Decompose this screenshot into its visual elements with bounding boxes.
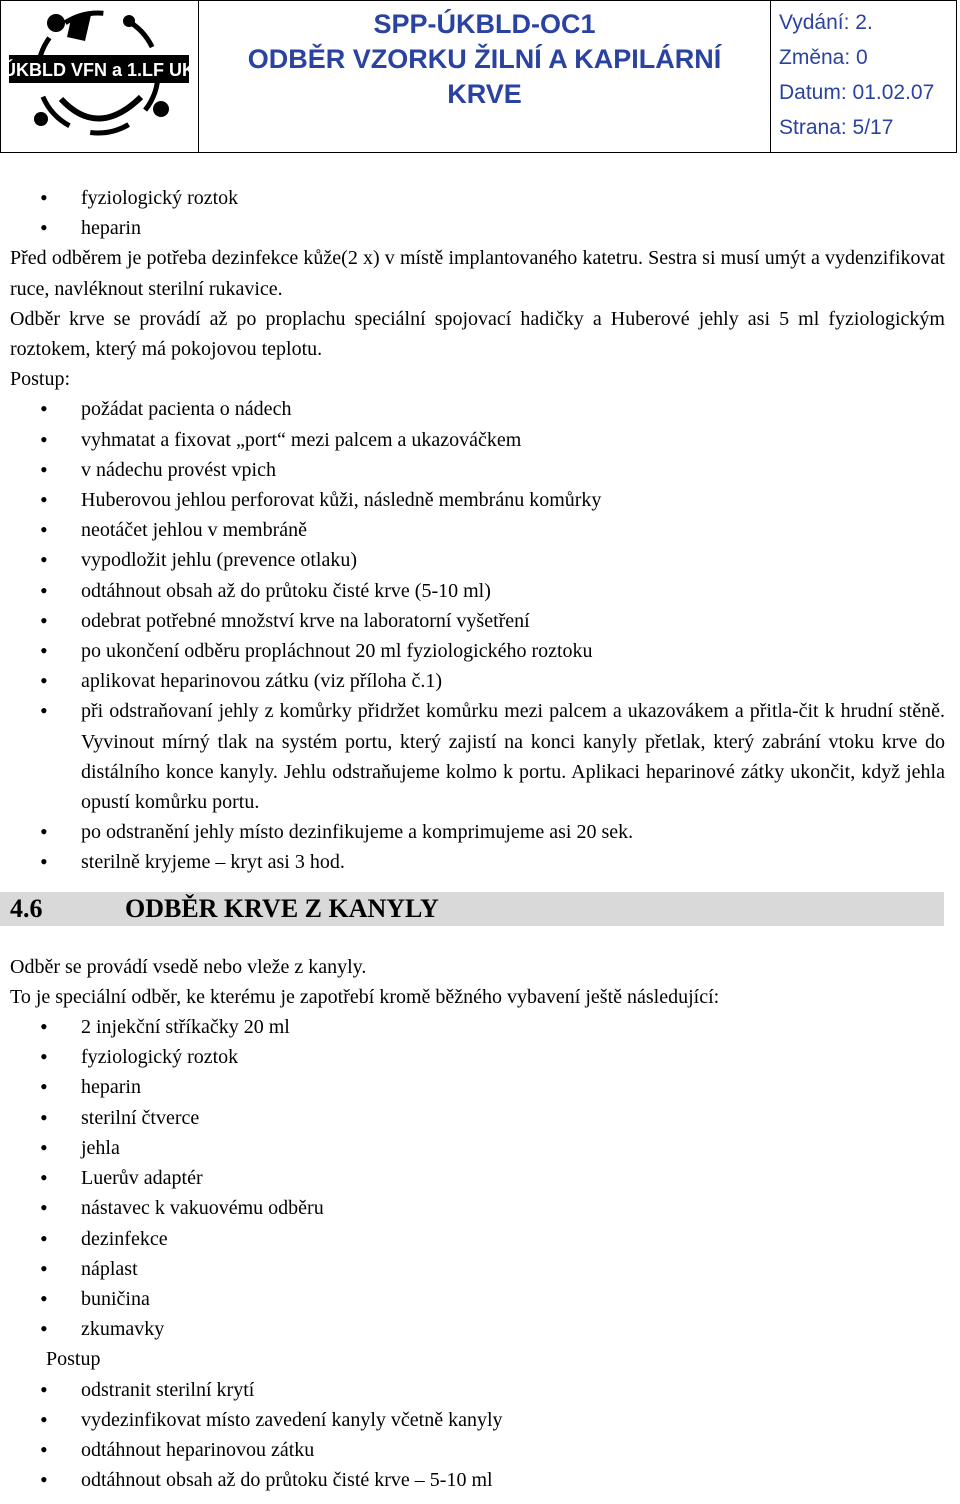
list-item: • heparin bbox=[10, 1072, 945, 1102]
institution-logo bbox=[1, 1, 197, 152]
procedure-label-2: Postup bbox=[46, 1348, 101, 1371]
list-item: • aplikovat heparinovou zátku (viz příloha č.1) bbox=[10, 666, 945, 696]
paragraph-position: Odběr se provádí vsedě nebo vleže z kanyly. bbox=[10, 955, 367, 978]
list-item: • sterilní čtverce bbox=[10, 1103, 945, 1133]
list-item: • odebrat potřebné množství krve na laboratorní vyšetření bbox=[10, 606, 945, 636]
list-item: • odtáhnout obsah až do průtoku čisté krve – 5-10 ml bbox=[10, 1465, 945, 1495]
list-item: • odtáhnout obsah až do průtoku čisté krve (5-10 ml) bbox=[10, 576, 945, 606]
list-item: • při odstraňovaní jehly z komůrky přidržet komůrku mezi palcem a ukazovákem a přitla-čit k hrudní stěně. Vyvinout mírný tlak na systém portu, který zajistí na konci kanyly přetlak, který zabrání vtoku krve do distálního konce kanyly. Jehlu odstraňujeme kolmo k portu. Aplikaci heparinové zátky ukončit, když jehla opustí komůrku portu. bbox=[10, 696, 945, 817]
list-item: • heparin bbox=[10, 213, 945, 243]
list-item: • nástavec k vakuovému odběru bbox=[10, 1193, 945, 1223]
document-header bbox=[0, 0, 957, 153]
list-item: • zkumavky bbox=[10, 1314, 945, 1344]
list-item: • v nádechu provést vpich bbox=[10, 455, 945, 485]
list-item: • Huberovou jehlou perforovat kůži, následně membránu komůrky bbox=[10, 485, 945, 515]
list-item: • jehla bbox=[10, 1133, 945, 1163]
paragraph-equipment-intro: To je speciální odběr, ke kterému je zapotřebí kromě běžného vybavení ještě následující: bbox=[10, 985, 720, 1008]
section-heading bbox=[0, 892, 944, 926]
section-title: ODBĚR KRVE Z KANYLY bbox=[125, 893, 439, 923]
list-item: • po odstranění jehly místo dezinfikujeme a komprimujeme asi 20 sek. bbox=[10, 817, 945, 847]
list-item: • Luerův adaptér bbox=[10, 1163, 945, 1193]
logo-text: ÚKBLD VFN a 1.LF UK bbox=[2, 60, 196, 80]
list-item: • vyhmatat a fixovat „port“ mezi palcem a ukazováčkem bbox=[10, 425, 945, 455]
document-meta-cell bbox=[771, 1, 956, 152]
top-list bbox=[10, 183, 945, 243]
document-body bbox=[10, 183, 945, 1495]
issue-number: Vydání: 2. bbox=[779, 11, 873, 34]
list-item: • vydezinfikovat místo zavedení kanyly včetně kanyly bbox=[10, 1405, 945, 1435]
procedure-label: Postup: bbox=[10, 368, 71, 391]
list-item: • po ukončení odběru propláchnout 20 ml fyziologického roztoku bbox=[10, 636, 945, 666]
paragraph-disinfection: Před odběrem je potřeba dezinfekce kůže(2 x) v místě implantovaného katetru. Sestra si musí umýt a vydenzifikovat ruce, navléknout sterilní rukavice. bbox=[10, 247, 945, 300]
document-code: SPP-ÚKBLD-OC1 bbox=[373, 9, 596, 39]
procedure-list-2 bbox=[10, 1375, 945, 1496]
list-item: • 2 injekční stříkačky 20 ml bbox=[10, 1012, 945, 1042]
list-item: • vypodložit jehlu (prevence otlaku) bbox=[10, 545, 945, 575]
issue-date: Datum: 01.02.07 bbox=[779, 81, 935, 104]
list-item: • požádat pacienta o nádech bbox=[10, 394, 945, 424]
document-title-cell bbox=[199, 1, 771, 152]
list-item: • neotáčet jehlou v membráně bbox=[10, 515, 945, 545]
page-number: Strana: 5/17 bbox=[779, 116, 894, 139]
document-title-line1: ODBĚR VZORKU ŽILNÍ A KAPILÁRNÍ bbox=[247, 44, 722, 74]
document-title-line2: KRVE bbox=[447, 79, 522, 109]
list-item: • fyziologický roztok bbox=[10, 1042, 945, 1072]
list-item: • náplast bbox=[10, 1254, 945, 1284]
list-item: • sterilně kryjeme – kryt asi 3 hod. bbox=[10, 847, 945, 877]
list-item: • odtáhnout heparinovou zátku bbox=[10, 1435, 945, 1465]
logo-cell bbox=[1, 1, 199, 152]
list-item: • fyziologický roztok bbox=[10, 183, 945, 213]
list-item: • buničina bbox=[10, 1284, 945, 1314]
procedure-list bbox=[10, 394, 945, 877]
paragraph-flush: Odběr krve se provádí až po proplachu speciální spojovací hadičky a Huberové jehly asi 5 ml fyziologickým roztokem, který má pokojovou teplotu. bbox=[10, 307, 945, 361]
equipment-list bbox=[10, 1012, 945, 1344]
change-number: Změna: 0 bbox=[779, 46, 868, 69]
section-number: 4.6 bbox=[10, 893, 43, 923]
list-item: • odstranit sterilní krytí bbox=[10, 1375, 945, 1405]
list-item: • dezinfekce bbox=[10, 1224, 945, 1254]
